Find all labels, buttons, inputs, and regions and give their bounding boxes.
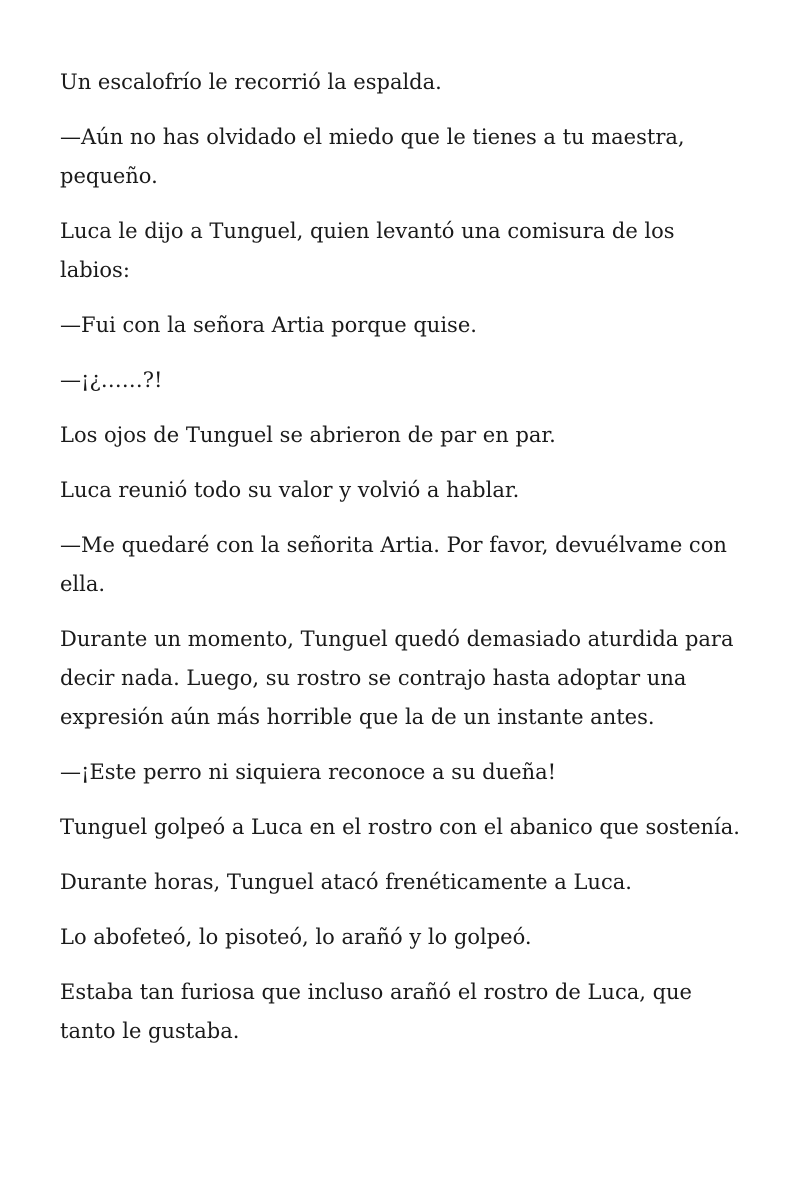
- paragraph: —Me quedaré con la señorita Artia. Por favor, devuélvame con ella.: [60, 533, 727, 596]
- paragraph: —¡¿……?!: [60, 368, 163, 392]
- paragraph: Durante un momento, Tunguel quedó demasiado aturdida para decir nada. Luego, su rostro se contrajo hasta adoptar una expresión aún más horrible que la de un instante antes.: [60, 627, 734, 729]
- paragraph: Lo abofeteó, lo pisoteó, lo arañó y lo golpeó.: [60, 925, 532, 949]
- paragraph: Luca le dijo a Tunguel, quien levantó una comisura de los labios:: [60, 219, 675, 282]
- paragraph: —Fui con la señora Artia porque quise.: [60, 313, 477, 337]
- paragraph: Estaba tan furiosa que incluso arañó el rostro de Luca, que tanto le gustaba.: [60, 980, 692, 1043]
- paragraph: Luca reunió todo su valor y volvió a hablar.: [60, 478, 520, 502]
- paragraph: Los ojos de Tunguel se abrieron de par en par.: [60, 423, 556, 447]
- paragraph: —¡Este perro ni siquiera reconoce a su dueña!: [60, 760, 557, 784]
- paragraph: Un escalofrío le recorrió la espalda.: [60, 70, 442, 94]
- paragraph: Tunguel golpeó a Luca en el rostro con el abanico que sostenía.: [60, 815, 740, 839]
- document-page: [60, 63, 740, 1067]
- paragraph: Durante horas, Tunguel atacó frenéticamente a Luca.: [60, 870, 632, 894]
- paragraph: —Aún no has olvidado el miedo que le tienes a tu maestra, pequeño.: [60, 125, 685, 188]
